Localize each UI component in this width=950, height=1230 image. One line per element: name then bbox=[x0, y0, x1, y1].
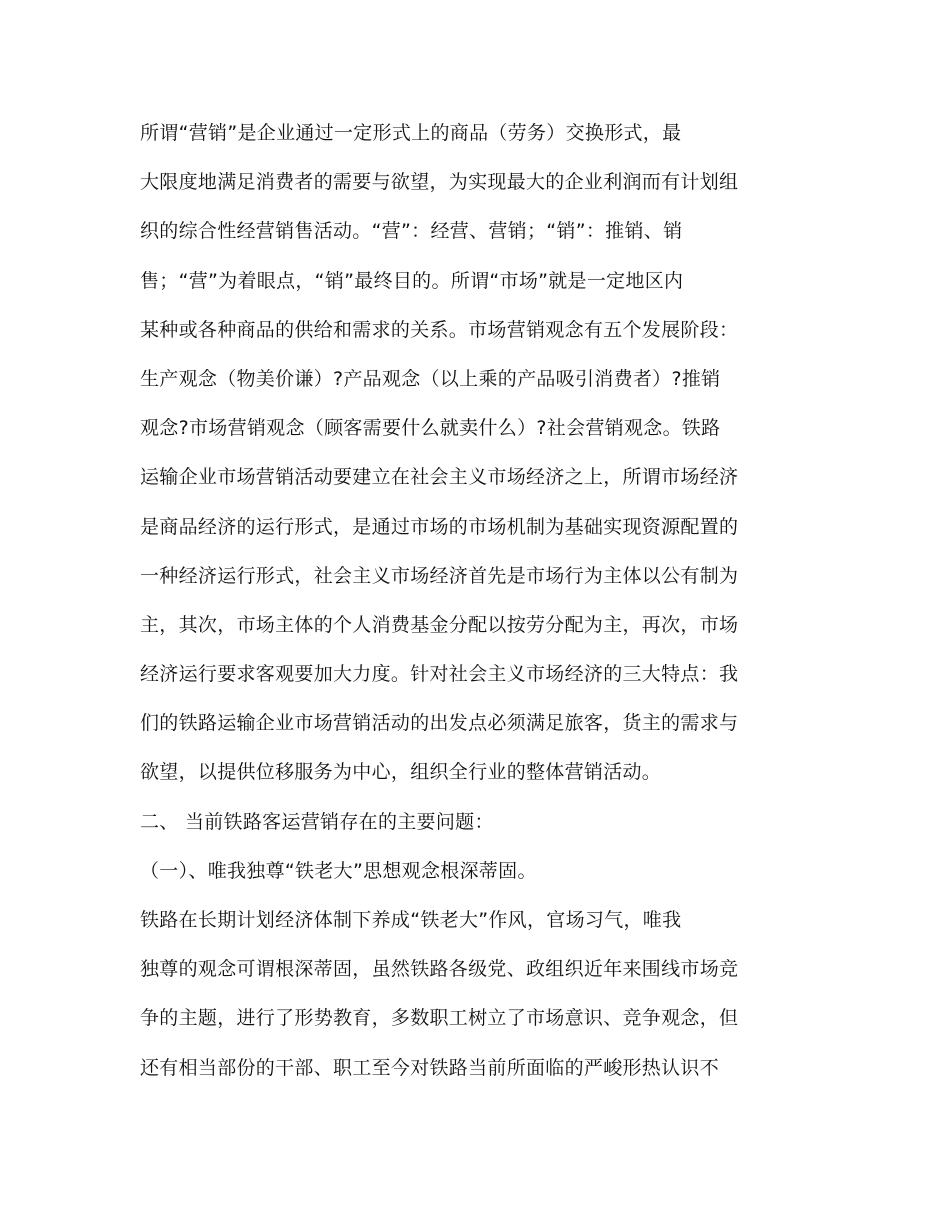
text-line: 铁路在长期计划经济体制下养成“铁老大”作风，官场习气，唯我 bbox=[140, 909, 682, 931]
text-line: 是商品经济的运行形式，是通过市场的市场机制为基础实现资源配置的 bbox=[140, 515, 739, 538]
text-line: 织的综合性经营销售活动。“营”：经营、营销；“销”：推销、销 bbox=[140, 220, 683, 243]
text-line: 售；“营”为着眼点，“销”最终目的。所谓“市场”就是一定地区内 bbox=[140, 269, 684, 292]
text-line: 欲望，以提供位移服务为中心，组织全行业的整体营销活动。 bbox=[140, 761, 662, 784]
subsection-heading: （一）、唯我独尊“铁老大”思想观念根深蒂固。 bbox=[140, 859, 537, 882]
text-line: 某种或各种商品的供给和需求的关系。市场营销观念有五个发展阶段： bbox=[140, 318, 739, 341]
text-line: 主，其次，市场主体的个人消费基金分配以按劳分配为主，再次，市场 bbox=[140, 613, 739, 636]
document-body bbox=[140, 113, 800, 1097]
text-line: 运输企业市场营销活动要建立在社会主义市场经济之上，所谓市场经济 bbox=[140, 466, 739, 489]
text-line: 一种经济运行形式，社会主义市场经济首先是市场行为主体以公有制为 bbox=[140, 564, 739, 587]
text-line: 争的主题，进行了形势教育，多数职工树立了市场意识、竞争观念，但 bbox=[140, 1007, 739, 1030]
text-line: 观念?市场营销观念（顾客需要什么就卖什么）?社会营销观念。铁路 bbox=[140, 417, 721, 440]
text-line: 还有相当部份的干部、职工至今对铁路当前所面临的严峻形热认识不 bbox=[140, 1056, 720, 1079]
section-heading: 二、 当前铁路客运营销存在的主要问题： bbox=[140, 810, 494, 833]
text-line: 所谓“营销”是企业通过一定形式上的商品（劳务）交换形式，最 bbox=[140, 122, 682, 144]
text-line: 独尊的观念可谓根深蒂固，虽然铁路各级党、政组织近年来围线市场竞 bbox=[140, 958, 739, 981]
text-line: 生产观念（物美价谦）?产品观念（以上乘的产品吸引消费者）?推销 bbox=[140, 367, 721, 390]
text-line: 大限度地满足消费者的需要与欲望，为实现最大的企业利润而有计划组 bbox=[140, 171, 739, 194]
text-line: 们的铁路运输企业市场营销活动的出发点必须满足旅客，货主的需求与 bbox=[140, 712, 739, 735]
text-line: 经济运行要求客观要加大力度。针对社会主义市场经济的三大特点：我 bbox=[140, 663, 739, 686]
